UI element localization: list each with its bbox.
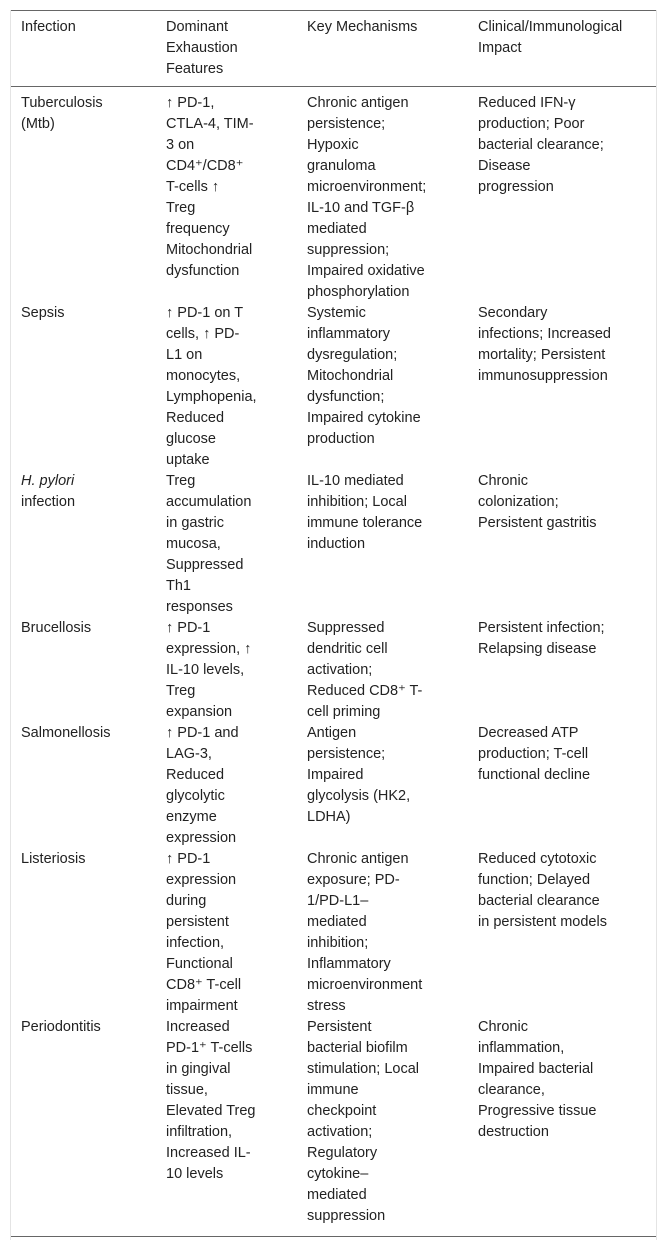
cell-line: bacterial clearance xyxy=(478,893,600,909)
document-table-container xyxy=(11,10,656,1237)
cell-line: Impaired oxidative xyxy=(307,263,425,279)
cell-line: Reduced xyxy=(166,767,225,783)
cell-infection xyxy=(11,618,156,723)
cell-line: suppression xyxy=(307,1208,386,1224)
cell-line: CTLA-4, TIM- xyxy=(166,116,254,132)
cell-line: Features xyxy=(166,61,224,77)
cell-mechanisms xyxy=(297,471,468,618)
cell-line: Suppressed xyxy=(307,620,385,636)
cell-mechanisms xyxy=(297,1017,468,1237)
cell-line: inhibition; xyxy=(307,935,369,951)
cell-line: PD-1⁺ T-cells xyxy=(166,1040,253,1056)
cell-line: ↑ PD-1 xyxy=(166,851,211,867)
cell-line: Dominant xyxy=(166,19,229,35)
cell-line: dysfunction xyxy=(166,263,240,279)
cell-line: production xyxy=(307,431,375,447)
cell-line: glycolysis (HK2, xyxy=(307,788,411,804)
cell-line: Reduced CD8⁺ T- xyxy=(307,683,423,699)
cell-line: Impact xyxy=(478,40,522,56)
cell-line: Th1 xyxy=(166,578,191,594)
cell-line: Salmonellosis xyxy=(21,725,111,741)
cell-line: Treg xyxy=(166,200,196,216)
cell-line: destruction xyxy=(478,1124,549,1140)
cell-infection xyxy=(11,1017,156,1237)
cell-line: tissue, xyxy=(166,1082,208,1098)
cell-mechanisms xyxy=(297,723,468,849)
cell-line: 1/PD-L1– xyxy=(307,893,369,909)
cell-line: Brucellosis xyxy=(21,620,92,636)
cell-line: Decreased ATP xyxy=(478,725,579,741)
cell-line: Regulatory xyxy=(307,1145,378,1161)
cell-line: suppression; xyxy=(307,242,390,258)
cell-features xyxy=(156,471,297,618)
cell-line: function; Delayed xyxy=(478,872,591,888)
cell-line: CD4⁺/CD8⁺ xyxy=(166,158,244,174)
cell-line: persistence; xyxy=(307,746,386,762)
cell-line: induction xyxy=(307,536,366,552)
cell-line: cytokine– xyxy=(307,1166,369,1182)
cell-line: LDHA) xyxy=(307,809,351,825)
cell-line: Chronic antigen xyxy=(307,95,409,111)
cell-line: uptake xyxy=(166,452,210,468)
cell-line: bacterial clearance; xyxy=(478,137,604,153)
cell-line: T-cells ↑ xyxy=(166,179,220,195)
cell-line: immune tolerance xyxy=(307,515,423,531)
cell-line: during xyxy=(166,893,207,909)
table-row xyxy=(11,87,656,304)
cell-line: colonization; xyxy=(478,494,559,510)
cell-mechanisms xyxy=(297,618,468,723)
table-row xyxy=(11,303,656,471)
cell-features xyxy=(156,723,297,849)
table-row xyxy=(11,471,656,618)
header-impact xyxy=(468,11,656,87)
cell-line: accumulation xyxy=(166,494,252,510)
cell-line: phosphorylation xyxy=(307,284,410,300)
cell-line: checkpoint xyxy=(307,1103,377,1119)
cell-impact xyxy=(468,849,656,1017)
cell-line: exposure; PD- xyxy=(307,872,400,888)
cell-line: in persistent models xyxy=(478,914,607,930)
cell-line: Infection xyxy=(21,19,76,35)
cell-line: glycolytic xyxy=(166,788,225,804)
cell-line: persistence; xyxy=(307,116,386,132)
cell-line: expression xyxy=(166,830,237,846)
cell-impact xyxy=(468,303,656,471)
cell-line: Increased IL- xyxy=(166,1145,251,1161)
cell-infection xyxy=(11,471,156,618)
table-row xyxy=(11,723,656,849)
cell-line: Hypoxic xyxy=(307,137,359,153)
cell-line: Treg xyxy=(166,473,196,489)
cell-line: infiltration, xyxy=(166,1124,233,1140)
cell-line: clearance, xyxy=(478,1082,545,1098)
cell-mechanisms xyxy=(297,849,468,1017)
cell-line: L1 on xyxy=(166,347,203,363)
cell-line: Persistent infection; xyxy=(478,620,605,636)
cell-infection xyxy=(11,87,156,304)
cell-line: stress xyxy=(307,998,346,1014)
cell-line: immune xyxy=(307,1082,359,1098)
cell-infection xyxy=(11,723,156,849)
table-header-row xyxy=(11,11,656,87)
cell-line: inflammatory xyxy=(307,326,390,342)
header-features xyxy=(156,11,297,87)
cell-line: Impaired bacterial xyxy=(478,1061,594,1077)
cell-line: Tuberculosis xyxy=(21,95,103,111)
cell-line: responses xyxy=(166,599,233,615)
cell-mechanisms xyxy=(297,87,468,304)
cell-line: Mitochondrial xyxy=(166,242,253,258)
cell-line: granuloma xyxy=(307,158,376,174)
cell-line: Chronic xyxy=(478,1019,528,1035)
header-infection xyxy=(11,11,156,87)
cell-features xyxy=(156,303,297,471)
cell-impact xyxy=(468,723,656,849)
cell-line: ↑ PD-1, xyxy=(166,95,215,111)
cell-line: Inflammatory xyxy=(307,956,391,972)
cell-line: Lymphopenia, xyxy=(166,389,257,405)
header-mechanisms xyxy=(297,11,468,87)
table-row xyxy=(11,849,656,1017)
cell-line: Impaired xyxy=(307,767,364,783)
cell-line: Disease xyxy=(478,158,531,174)
cell-line: dysregulation; xyxy=(307,347,398,363)
cell-line: functional decline xyxy=(478,767,591,783)
cell-line: Suppressed xyxy=(166,557,244,573)
table-row xyxy=(11,618,656,723)
cell-infection xyxy=(11,303,156,471)
cell-line: inhibition; Local xyxy=(307,494,407,510)
cell-line: enzyme xyxy=(166,809,217,825)
cell-line: IL-10 and TGF-β xyxy=(307,200,415,216)
cell-line: Persistent gastritis xyxy=(478,515,597,531)
cell-line: impairment xyxy=(166,998,238,1014)
cell-line: glucose xyxy=(166,431,216,447)
cell-line: Mitochondrial xyxy=(307,368,394,384)
cell-line: LAG-3, xyxy=(166,746,212,762)
cell-line: stimulation; Local xyxy=(307,1061,420,1077)
cell-line: Clinical/Immunological xyxy=(478,19,623,35)
cell-line: Impaired cytokine xyxy=(307,410,421,426)
cell-line: Progressive tissue xyxy=(478,1103,597,1119)
cell-line: monocytes, xyxy=(166,368,241,384)
infection-exhaustion-table xyxy=(11,10,656,1237)
cell-line: Periodontitis xyxy=(21,1019,101,1035)
cell-line: Listeriosis xyxy=(21,851,86,867)
cell-line: production; Poor xyxy=(478,116,585,132)
cell-line: Relapsing disease xyxy=(478,641,597,657)
cell-line: progression xyxy=(478,179,554,195)
cell-features xyxy=(156,618,297,723)
cell-line: immunosuppression xyxy=(478,368,608,384)
cell-line: IL-10 levels, xyxy=(166,662,245,678)
cell-features xyxy=(156,1017,297,1237)
cell-line: Functional xyxy=(166,956,233,972)
cell-line: production; T-cell xyxy=(478,746,589,762)
cell-line: Exhaustion xyxy=(166,40,238,56)
cell-line: dysfunction; xyxy=(307,389,385,405)
cell-mechanisms xyxy=(297,303,468,471)
cell-line: infection, xyxy=(166,935,225,951)
cell-line: ↑ PD-1 on T xyxy=(166,305,244,321)
table-right-border xyxy=(656,10,657,1240)
cell-line: infection xyxy=(21,494,76,510)
cell-impact xyxy=(468,87,656,304)
cell-line: activation; xyxy=(307,662,373,678)
cell-impact xyxy=(468,471,656,618)
cell-features xyxy=(156,849,297,1017)
cell-infection xyxy=(11,849,156,1017)
cell-line: (Mtb) xyxy=(21,116,55,132)
cell-line: mediated xyxy=(307,221,367,237)
cell-line-italic: H. pylori xyxy=(21,473,75,489)
cell-line: persistent xyxy=(166,914,229,930)
cell-line: Systemic xyxy=(307,305,366,321)
cell-line: IL-10 mediated xyxy=(307,473,404,489)
cell-line: Elevated Treg xyxy=(166,1103,256,1119)
cell-line: 10 levels xyxy=(166,1166,224,1182)
cell-line: microenvironment; xyxy=(307,179,427,195)
cell-line: in gingival xyxy=(166,1061,231,1077)
cell-line: mortality; Persistent xyxy=(478,347,606,363)
cell-line: expansion xyxy=(166,704,233,720)
cell-line: Persistent xyxy=(307,1019,372,1035)
cell-line: Treg xyxy=(166,683,196,699)
cell-line: ↑ PD-1 xyxy=(166,620,211,636)
cell-line: mediated xyxy=(307,1187,367,1203)
cell-line: Reduced xyxy=(166,410,225,426)
cell-line: Secondary xyxy=(478,305,548,321)
cell-line: Sepsis xyxy=(21,305,65,321)
cell-features xyxy=(156,87,297,304)
cell-line: activation; xyxy=(307,1124,373,1140)
cell-impact xyxy=(468,618,656,723)
cell-line: inflammation, xyxy=(478,1040,565,1056)
cell-line: expression, ↑ xyxy=(166,641,252,657)
cell-line: Chronic xyxy=(478,473,528,489)
cell-line: 3 on xyxy=(166,137,195,153)
table-row xyxy=(11,1017,656,1237)
cell-line: dendritic cell xyxy=(307,641,388,657)
cell-line: frequency xyxy=(166,221,230,237)
cell-line: cell priming xyxy=(307,704,381,720)
cell-line: expression xyxy=(166,872,237,888)
cell-line: bacterial biofilm xyxy=(307,1040,408,1056)
cell-line: Antigen xyxy=(307,725,357,741)
cell-line: ↑ PD-1 and xyxy=(166,725,239,741)
cell-line: infections; Increased xyxy=(478,326,611,342)
cell-line: mucosa, xyxy=(166,536,221,552)
cell-line: cells, ↑ PD- xyxy=(166,326,240,342)
cell-line: microenvironment xyxy=(307,977,423,993)
cell-line: Chronic antigen xyxy=(307,851,409,867)
cell-line: Increased xyxy=(166,1019,230,1035)
cell-line: CD8⁺ T-cell xyxy=(166,977,242,993)
cell-impact xyxy=(468,1017,656,1237)
cell-line: Reduced IFN-γ xyxy=(478,95,576,111)
cell-line: Reduced cytotoxic xyxy=(478,851,597,867)
cell-line: in gastric xyxy=(166,515,225,531)
cell-line: mediated xyxy=(307,914,367,930)
cell-line: Key Mechanisms xyxy=(307,19,418,35)
